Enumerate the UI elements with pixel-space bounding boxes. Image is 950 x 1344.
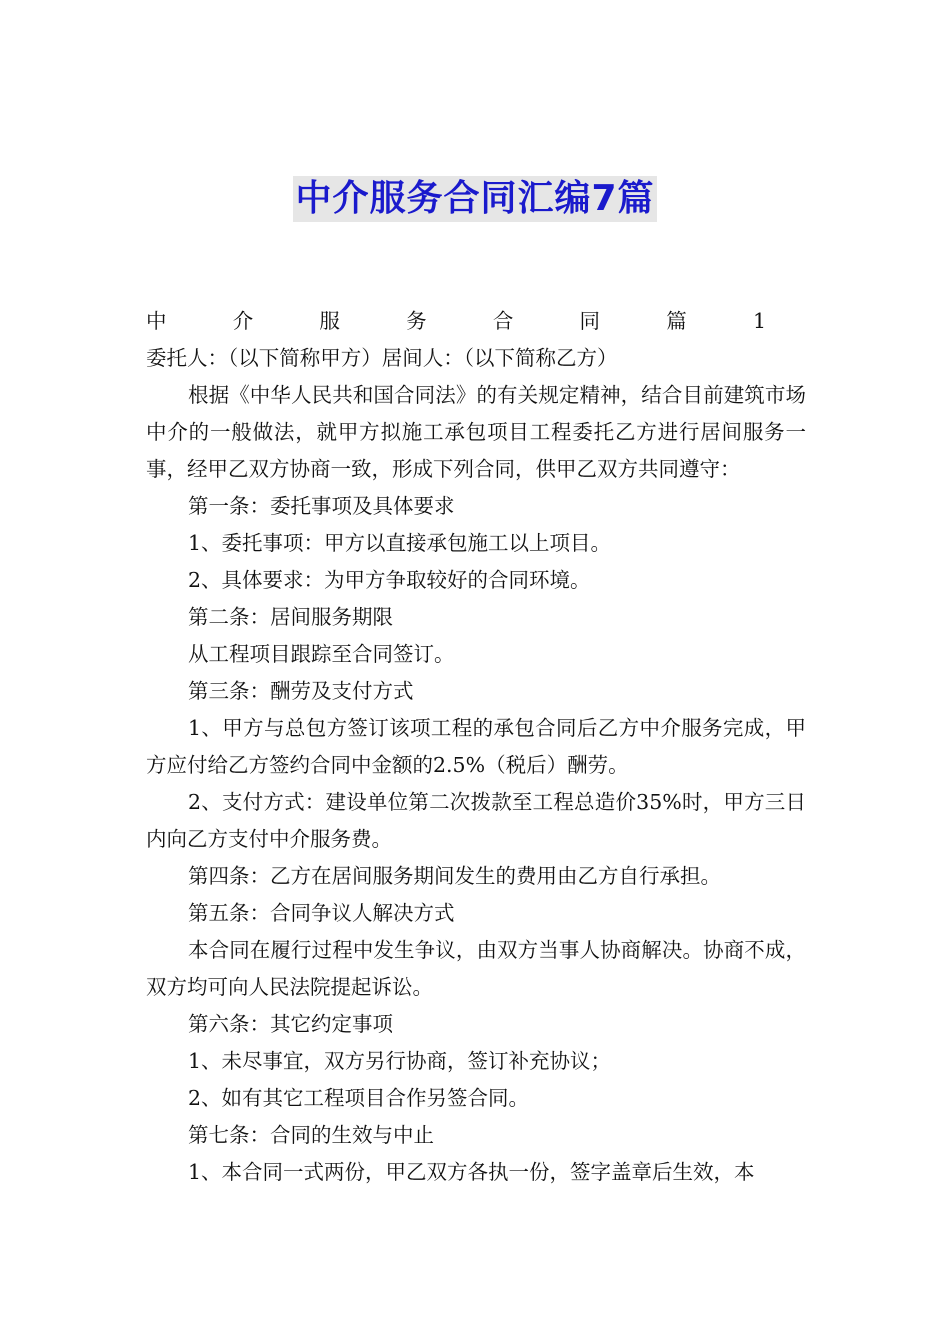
paragraph: 本合同在履行过程中发生争议，由双方当事人协商解决。协商不成，双方均可向人民法院提起诉讼。 bbox=[146, 938, 806, 999]
paragraph: 根据《中华人民共和国合同法》的有关规定精神，结合目前建筑市场中介的一般做法，就甲方拟施工承包项目工程委托乙方进行居间服务一事，经甲乙双方协商一致，形成下列合同，供甲乙双方共同遵守： bbox=[146, 383, 806, 481]
paragraph: 从工程项目跟踪至合同签订。 bbox=[188, 642, 455, 666]
clause-heading: 第一条：委托事项及具体要求 bbox=[188, 494, 455, 518]
document-title: 中介服务合同汇编7篇 bbox=[293, 176, 656, 222]
intro-parties: 委托人：（以下简称甲方）居间人：（以下简称乙方） bbox=[146, 346, 618, 370]
paragraph: 1、本合同一式两份，甲乙双方各执一份，签字盖章后生效，本 bbox=[188, 1160, 755, 1184]
intro-heading: 中介服务合同篇1 bbox=[146, 309, 766, 333]
paragraph: 1、甲方与总包方签订该项工程的承包合同后乙方中介服务完成，甲方应付给乙方签约合同中金额的2.5%（税后）酬劳。 bbox=[146, 716, 806, 777]
document-body bbox=[146, 303, 806, 1191]
paragraph: 1、未尽事宜，双方另行协商，签订补充协议； bbox=[188, 1049, 612, 1073]
clause-heading: 第七条：合同的生效与中止 bbox=[188, 1123, 434, 1147]
clause-heading: 第三条：酬劳及支付方式 bbox=[188, 679, 414, 703]
clause-heading: 第五条：合同争议人解决方式 bbox=[188, 901, 455, 925]
paragraph: 2、如有其它工程项目合作另签合同。 bbox=[188, 1086, 530, 1110]
clause-heading: 第二条：居间服务期限 bbox=[188, 605, 393, 629]
clause-heading: 第六条：其它约定事项 bbox=[188, 1012, 393, 1036]
intro-paragraph bbox=[146, 303, 806, 377]
paragraph: 2、支付方式：建设单位第二次拨款至工程总造价35%时，甲方三日内向乙方支付中介服务费。 bbox=[146, 790, 806, 851]
title-container bbox=[0, 176, 950, 222]
paragraph: 1、委托事项：甲方以直接承包施工以上项目。 bbox=[188, 531, 612, 555]
clause-heading: 第四条：乙方在居间服务期间发生的费用由乙方自行承担。 bbox=[188, 864, 721, 888]
paragraph: 2、具体要求：为甲方争取较好的合同环境。 bbox=[188, 568, 591, 592]
